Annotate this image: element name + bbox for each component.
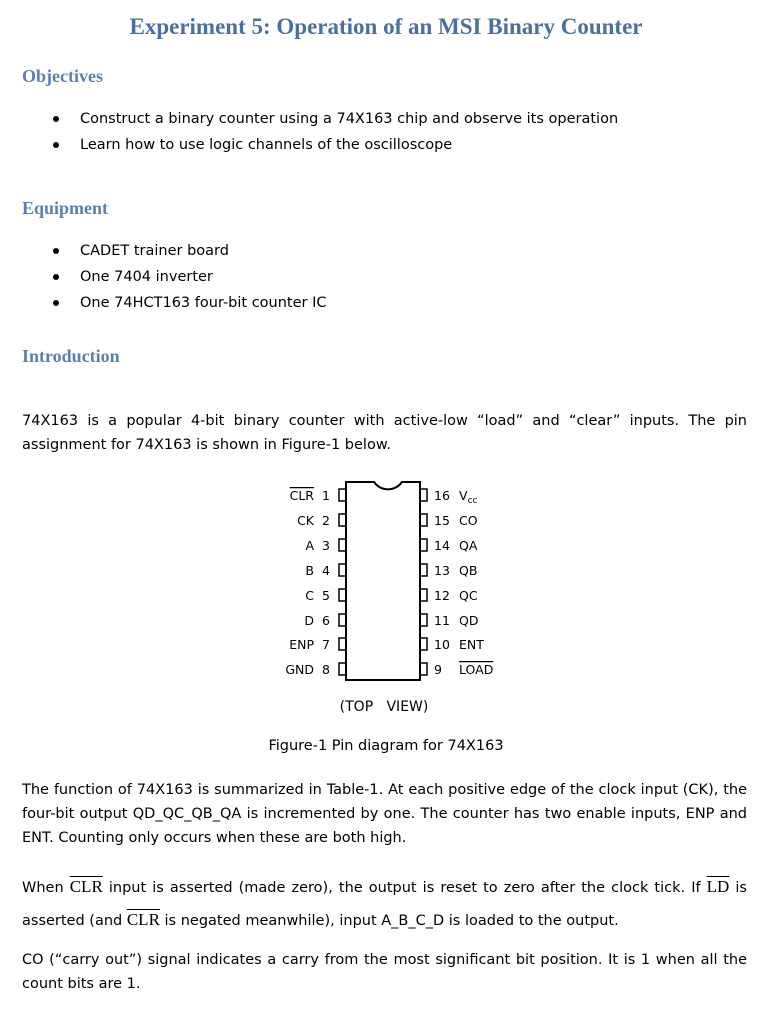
- list-item: Construct a binary counter using a 74X163 chip and observe its operation: [0, 109, 618, 135]
- clr-text-4: is negated meanwhile), input A_B_C_D is loaded to the output.: [159, 913, 619, 929]
- pin-stub: [339, 514, 346, 526]
- pin-stub: [420, 638, 427, 650]
- equipment-list: [0, 241, 327, 319]
- pin-stub: [339, 663, 346, 675]
- clr-symbol: $\overline{CLR}$: [126, 910, 160, 929]
- pin-stub: [420, 514, 427, 526]
- pin-stub: [339, 638, 346, 650]
- pin-stub: [420, 589, 427, 601]
- pin-number: 3: [322, 538, 330, 553]
- list-item: Learn how to use logic channels of the oscilloscope: [0, 135, 618, 161]
- pin-label-b: B: [305, 563, 314, 578]
- introduction-heading: Introduction: [22, 346, 120, 366]
- pin-label-c: C: [305, 588, 314, 603]
- equipment-heading: Equipment: [22, 198, 109, 218]
- list-item: One 7404 inverter: [0, 267, 327, 293]
- pin-number: 13: [434, 563, 450, 578]
- list-item: One 74HCT163 four-bit counter IC: [0, 293, 327, 319]
- page-title: Experiment 5: Operation of an MSI Binary Counter: [129, 14, 643, 39]
- figure-caption: Figure-1 Pin diagram for 74X163: [268, 738, 504, 754]
- pin-number: 7: [322, 637, 330, 652]
- pin-label-vcc: [459, 488, 478, 506]
- pin-label-gnd: GND: [285, 662, 314, 677]
- right-pin-stubs: [420, 489, 427, 675]
- pin-number: 9: [434, 662, 442, 677]
- pin-stub: [420, 489, 427, 501]
- pin-number: 16: [434, 488, 450, 503]
- ld-symbol: $\overline{LD}$: [706, 877, 730, 896]
- pin-number: 14: [434, 538, 450, 553]
- pin-stub: [339, 614, 346, 626]
- pin-number: 12: [434, 588, 450, 603]
- chip-body: [346, 482, 420, 680]
- pin-label-co: CO: [459, 513, 478, 528]
- pin-stub: [420, 564, 427, 576]
- carry-out-paragraph: CO (“carry out”) signal indicates a carry from the most significant bit position. It is 1 when all the count bits are 1.: [22, 952, 747, 992]
- pin-stub: [420, 614, 427, 626]
- introduction-paragraph: 74X163 is a popular 4-bit binary counter with active-low “load” and “clear” inputs. The pin assignment for 74X163 is shown in Figure-1 below.: [22, 413, 747, 453]
- pin-number: 5: [322, 588, 330, 603]
- list-item: CADET trainer board: [0, 241, 327, 267]
- clr-text-2: input is asserted (made zero), the output is reset to zero after the clock tick. If: [102, 880, 707, 896]
- pin-label-a: A: [305, 538, 314, 553]
- vcc-main: V: [459, 488, 468, 503]
- pin-label-load: LOAD: [459, 662, 494, 677]
- clr-symbol: $\overline{CLR}$: [69, 877, 103, 896]
- clr-paragraph: [22, 871, 747, 937]
- pin-label-d: D: [304, 613, 314, 628]
- pin-stub: [339, 564, 346, 576]
- pin-number: 2: [322, 513, 330, 528]
- pin-label-ck: CK: [297, 513, 314, 528]
- pin-label-qb: QB: [459, 563, 478, 578]
- pin-number: 10: [434, 637, 450, 652]
- left-pin-stubs: [339, 489, 346, 675]
- pin-label-ent: ENT: [459, 637, 484, 652]
- pin-stub: [339, 489, 346, 501]
- pin-number: 15: [434, 513, 450, 528]
- pin-number: 8: [322, 662, 330, 677]
- objectives-heading: Objectives: [22, 66, 103, 86]
- objectives-list: [0, 109, 618, 161]
- pin-number: 11: [434, 613, 450, 628]
- pin-number: 1: [322, 488, 330, 503]
- pin-label-qd: QD: [459, 613, 479, 628]
- pin-number: 4: [322, 563, 330, 578]
- pin-stub: [339, 539, 346, 551]
- pin-number: 6: [322, 613, 330, 628]
- top-view-label: (TOP VIEW): [339, 699, 429, 715]
- pin-label-enp: ENP: [289, 637, 314, 652]
- vcc-sub: cc: [467, 496, 478, 506]
- pin-stub: [420, 539, 427, 551]
- pin-stub: [420, 663, 427, 675]
- pin-label-clr: CLR: [289, 488, 314, 503]
- clr-text-1: When: [22, 880, 70, 896]
- pin-label-qc: QC: [459, 588, 478, 603]
- function-paragraph: The function of 74X163 is summarized in Table-1. At each positive edge of the clock input (CK), the four-bit output QD_QC_QB_QA is incremented by one. The counter has two enable inputs, ENP and ENT. Counting only occurs when these are both high.: [22, 782, 747, 846]
- pin-label-qa: QA: [459, 538, 478, 553]
- pin-stub: [339, 589, 346, 601]
- clr-text-3: is asserted (and: [22, 880, 747, 929]
- pin-diagram: [270, 474, 510, 724]
